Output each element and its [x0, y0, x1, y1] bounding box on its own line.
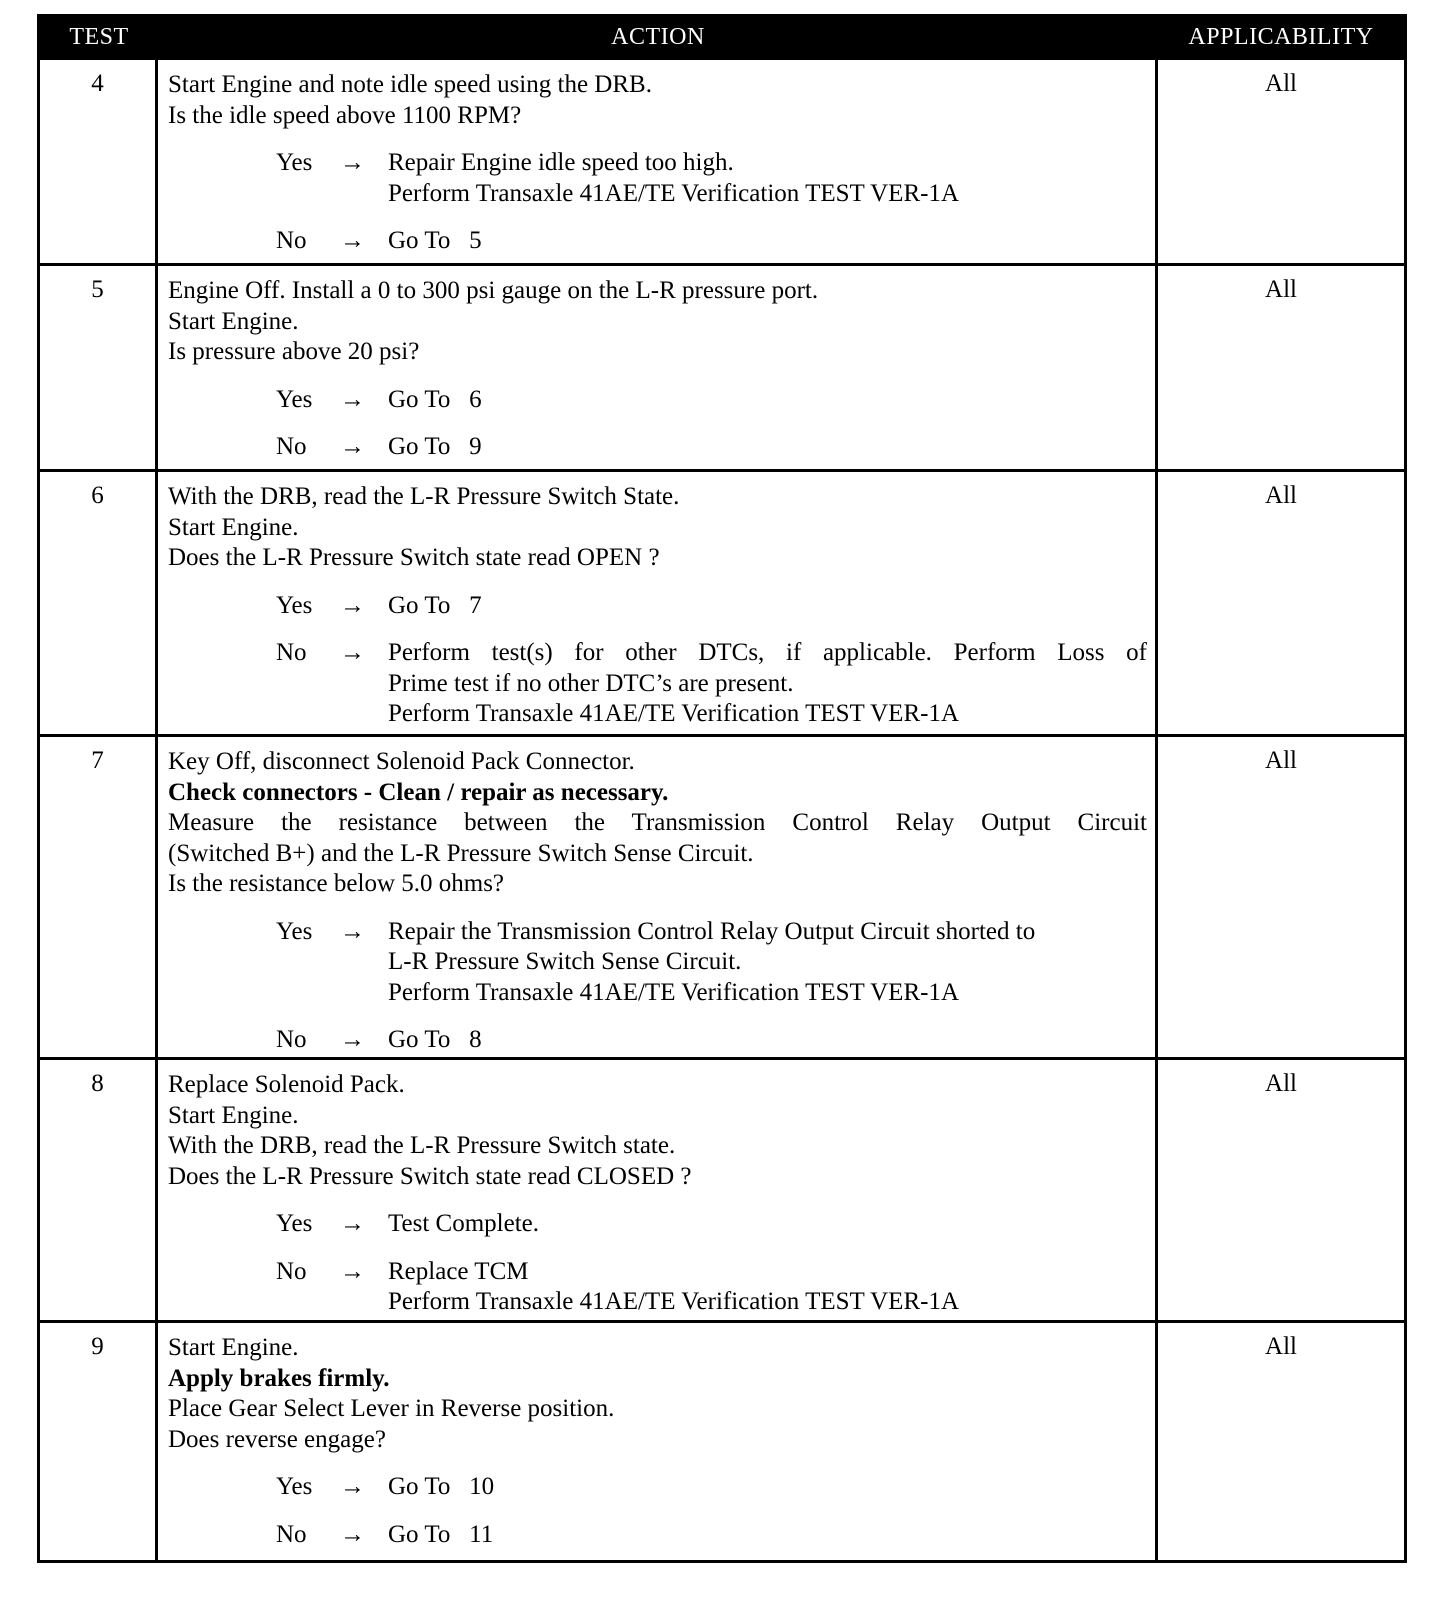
- action-line: Replace Solenoid Pack.: [168, 1071, 405, 1098]
- arrow-icon: →: [340, 1210, 365, 1237]
- result-line: L-R Pressure Switch Sense Circuit.: [388, 948, 742, 975]
- arrow-icon: →: [340, 433, 365, 460]
- arrow-icon: →: [340, 1257, 365, 1285]
- no-branch: [276, 1520, 1147, 1551]
- arrow-icon: →: [340, 1520, 365, 1548]
- action-line: Does reverse engage?: [168, 1425, 386, 1453]
- applicability-cell: All: [1265, 747, 1297, 774]
- table-header: [40, 17, 1404, 57]
- test-number: 4: [40, 60, 158, 263]
- action-line: Start Engine.: [168, 1334, 299, 1361]
- arrow-icon: →: [340, 591, 365, 619]
- no-label: No: [276, 227, 307, 254]
- yes-branch: [276, 148, 1147, 209]
- action-cell: [158, 266, 1158, 469]
- action-line: Does the L-R Pressure Switch state read CLOSED ?: [168, 1162, 692, 1190]
- header-action: ACTION: [611, 23, 705, 50]
- result-line: Test Complete.: [388, 1210, 540, 1237]
- applicability-cell: All: [1265, 1333, 1297, 1360]
- diagnostic-table: [37, 14, 1407, 1563]
- no-label: No: [276, 1026, 307, 1053]
- test-number: 7: [40, 737, 158, 1057]
- action-line: Does the L-R Pressure Switch state read OPEN ?: [168, 544, 660, 571]
- no-label: No: [276, 639, 307, 666]
- applicability-cell: All: [1265, 1070, 1297, 1097]
- applicability-cell: All: [1265, 70, 1297, 97]
- action-line: Start Engine.: [168, 513, 299, 541]
- yes-branch: [276, 1209, 1147, 1240]
- yes-branch: [276, 917, 1147, 1009]
- action-line: Start Engine.: [168, 307, 299, 335]
- test-number: 6: [40, 472, 158, 734]
- arrow-icon: →: [340, 1026, 365, 1053]
- action-line: Measure the resistance between the Transmission Control Relay Output Circuit: [168, 809, 1147, 836]
- result-line: Go To 5: [388, 227, 482, 254]
- action-line: Start Engine and note idle speed using the DRB.: [168, 71, 652, 98]
- result-line: Go To 6: [388, 385, 482, 413]
- result-line: Repair the Transmission Control Relay Output Circuit shorted to: [388, 917, 1036, 945]
- action-line: Engine Off. Install a 0 to 300 psi gauge on the L-R pressure port.: [168, 277, 819, 304]
- yes-branch: [276, 1472, 1147, 1503]
- no-label: No: [276, 1520, 307, 1548]
- table-row: [40, 734, 1404, 1057]
- yes-label: Yes: [276, 385, 313, 413]
- arrow-icon: →: [340, 917, 365, 945]
- table-row: [40, 1057, 1404, 1320]
- result-line: Replace TCM: [388, 1257, 529, 1285]
- yes-label: Yes: [276, 1210, 313, 1237]
- no-branch: [276, 1257, 1147, 1318]
- result-line: Go To 7: [388, 591, 482, 619]
- yes-label: Yes: [276, 1473, 313, 1500]
- table-row: [40, 469, 1404, 734]
- arrow-icon: →: [340, 639, 365, 666]
- action-line: Is the idle speed above 1100 RPM?: [168, 101, 522, 129]
- result-line: Perform Transaxle 41AE/TE Verification TEST VER-1A: [388, 700, 960, 727]
- no-label: No: [276, 433, 307, 460]
- no-branch: [276, 638, 1147, 730]
- result-line: Prime test if no other DTC’s are present.: [388, 669, 794, 697]
- action-cell: [158, 472, 1158, 734]
- header-applicability: APPLICABILITY: [1188, 23, 1374, 50]
- action-cell: [158, 60, 1158, 263]
- result-line: Perform test(s) for other DTCs, if applicable. Perform Loss of: [388, 639, 1147, 666]
- action-cell: [158, 737, 1158, 1057]
- yes-label: Yes: [276, 149, 313, 176]
- result-line: Repair Engine idle speed too high.: [388, 149, 734, 176]
- result-line: Go To 8: [388, 1026, 482, 1053]
- yes-label: Yes: [276, 917, 313, 945]
- action-line: With the DRB, read the L-R Pressure Switch State.: [168, 483, 680, 510]
- applicability-cell: All: [1265, 276, 1297, 303]
- no-branch: [276, 226, 1147, 257]
- arrow-icon: →: [340, 149, 365, 176]
- result-line: Perform Transaxle 41AE/TE Verification TEST VER-1A: [388, 978, 960, 1006]
- result-line: Perform Transaxle 41AE/TE Verification TEST VER-1A: [388, 1288, 960, 1315]
- yes-label: Yes: [276, 591, 313, 619]
- arrow-icon: →: [340, 1473, 365, 1500]
- table-row: [40, 263, 1404, 469]
- table-row: [40, 57, 1404, 263]
- test-number: 5: [40, 266, 158, 469]
- arrow-icon: →: [340, 385, 365, 413]
- result-line: Go To 9: [388, 433, 482, 460]
- arrow-icon: →: [340, 227, 365, 254]
- test-number: 9: [40, 1323, 158, 1560]
- action-cell: [158, 1060, 1158, 1320]
- result-line: Go To 11: [388, 1520, 494, 1548]
- test-number: 8: [40, 1060, 158, 1320]
- applicability-cell: All: [1265, 482, 1297, 509]
- action-line: With the DRB, read the L-R Pressure Switch state.: [168, 1132, 676, 1159]
- table-row: [40, 1320, 1404, 1560]
- yes-branch: [276, 591, 1147, 622]
- action-line-bold: Apply brakes firmly.: [168, 1364, 390, 1392]
- no-branch: [276, 1025, 1147, 1056]
- action-cell: [158, 1323, 1158, 1560]
- yes-branch: [276, 385, 1147, 416]
- result-line: Go To 10: [388, 1473, 495, 1500]
- action-line: Is the resistance below 5.0 ohms?: [168, 870, 505, 897]
- action-line-bold: Check connectors - Clean / repair as necessary.: [168, 778, 669, 806]
- action-line: Start Engine.: [168, 1101, 299, 1129]
- result-line: Perform Transaxle 41AE/TE Verification TEST VER-1A: [388, 179, 960, 207]
- no-label: No: [276, 1257, 307, 1285]
- no-branch: [276, 432, 1147, 463]
- header-test: TEST: [69, 23, 129, 50]
- action-line: (Switched B+) and the L-R Pressure Switch Sense Circuit.: [168, 839, 754, 867]
- action-line: Place Gear Select Lever in Reverse position.: [168, 1395, 615, 1422]
- action-line: Key Off, disconnect Solenoid Pack Connector.: [168, 748, 635, 775]
- action-line: Is pressure above 20 psi?: [168, 338, 420, 365]
